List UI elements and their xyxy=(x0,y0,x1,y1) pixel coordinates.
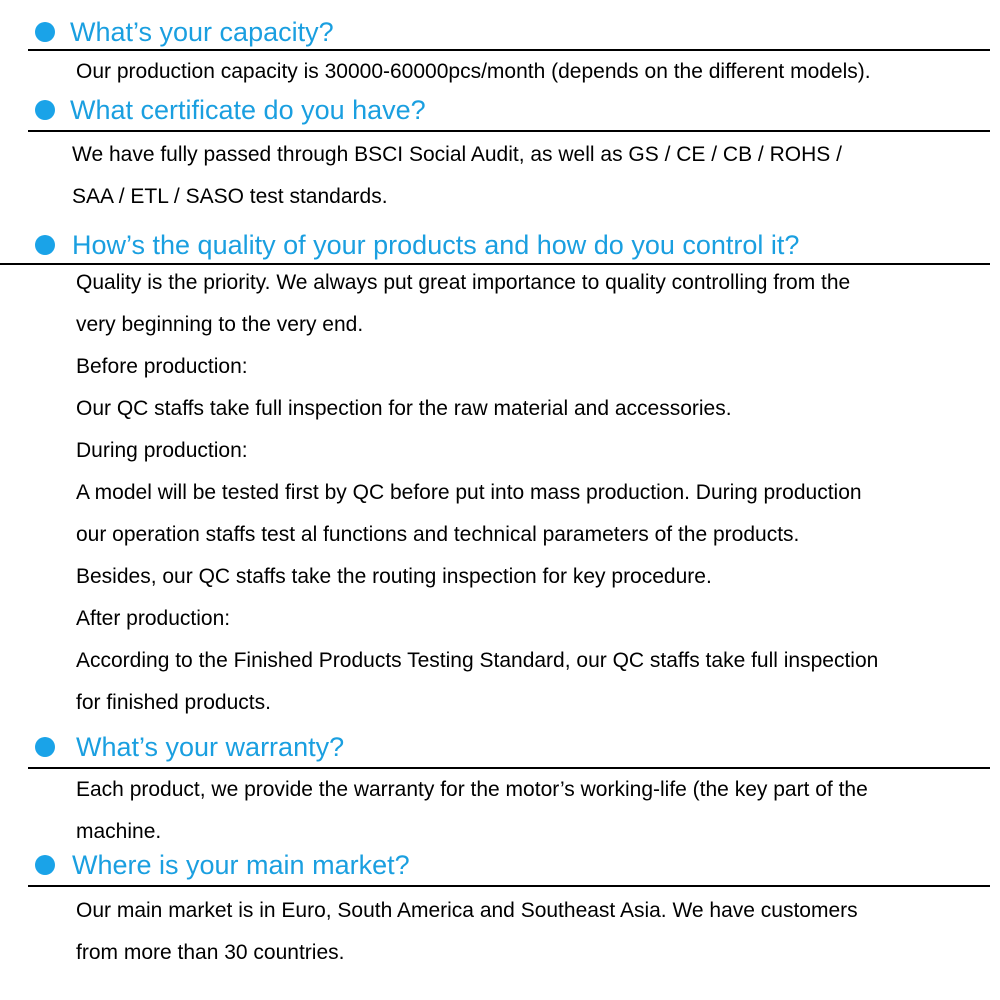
answer-line: Our main market is in Euro, South America and Southeast Asia. We have customers xyxy=(76,899,858,922)
answer-line: from more than 30 countries. xyxy=(76,941,345,964)
answer-line: After production: xyxy=(76,607,231,630)
answer-line: Besides, our QC staffs take the routing inspection for key procedure. xyxy=(76,565,712,588)
bullet-dot-icon xyxy=(35,100,55,120)
faq-question-title: How’s the quality of your products and how do you control it? xyxy=(72,230,800,260)
answer-line: SAA / ETL / SASO test standards. xyxy=(72,185,388,208)
faq-answer-quality xyxy=(76,262,878,724)
section-divider xyxy=(28,130,990,132)
faq-question-title: What’s your capacity? xyxy=(70,17,334,47)
answer-line: According to the Finished Products Testing Standard, our QC staffs take full inspection xyxy=(76,649,879,672)
answer-line: A model will be tested first by QC before put into mass production. During production xyxy=(76,481,862,504)
faq-question-title: Where is your main market? xyxy=(72,850,410,880)
bullet-dot-icon xyxy=(35,737,55,757)
faq-answer-market xyxy=(76,890,858,974)
answer-line: Our QC staffs take full inspection for the raw material and accessories. xyxy=(76,397,732,420)
answer-line: our operation staffs test al functions and technical parameters of the products. xyxy=(76,523,800,546)
section-divider xyxy=(28,885,990,887)
answer-line: Our production capacity is 30000-60000pcs/month (depends on the different models). xyxy=(76,60,871,83)
faq-answer-certificate xyxy=(72,134,842,218)
bullet-dot-icon xyxy=(35,235,55,255)
answer-line: machine. xyxy=(76,820,162,843)
faq-answer-warranty xyxy=(76,769,868,853)
answer-line: Quality is the priority. We always put great importance to quality controlling from the xyxy=(76,271,851,294)
faq-answer-capacity xyxy=(76,51,871,93)
answer-line: Each product, we provide the warranty for the motor’s working-life (the key part of the xyxy=(76,778,868,801)
answer-line: We have fully passed through BSCI Social Audit, as well as GS / CE / CB / ROHS / xyxy=(72,143,842,166)
faq-question-title: What certificate do you have? xyxy=(70,95,426,125)
faq-question-title: What’s your warranty? xyxy=(76,732,345,762)
answer-line: for finished products. xyxy=(76,691,271,714)
answer-line: During production: xyxy=(76,439,248,462)
answer-line: very beginning to the very end. xyxy=(76,313,364,336)
answer-line: Before production: xyxy=(76,355,248,378)
bullet-dot-icon xyxy=(35,855,55,875)
bullet-dot-icon xyxy=(35,22,55,42)
